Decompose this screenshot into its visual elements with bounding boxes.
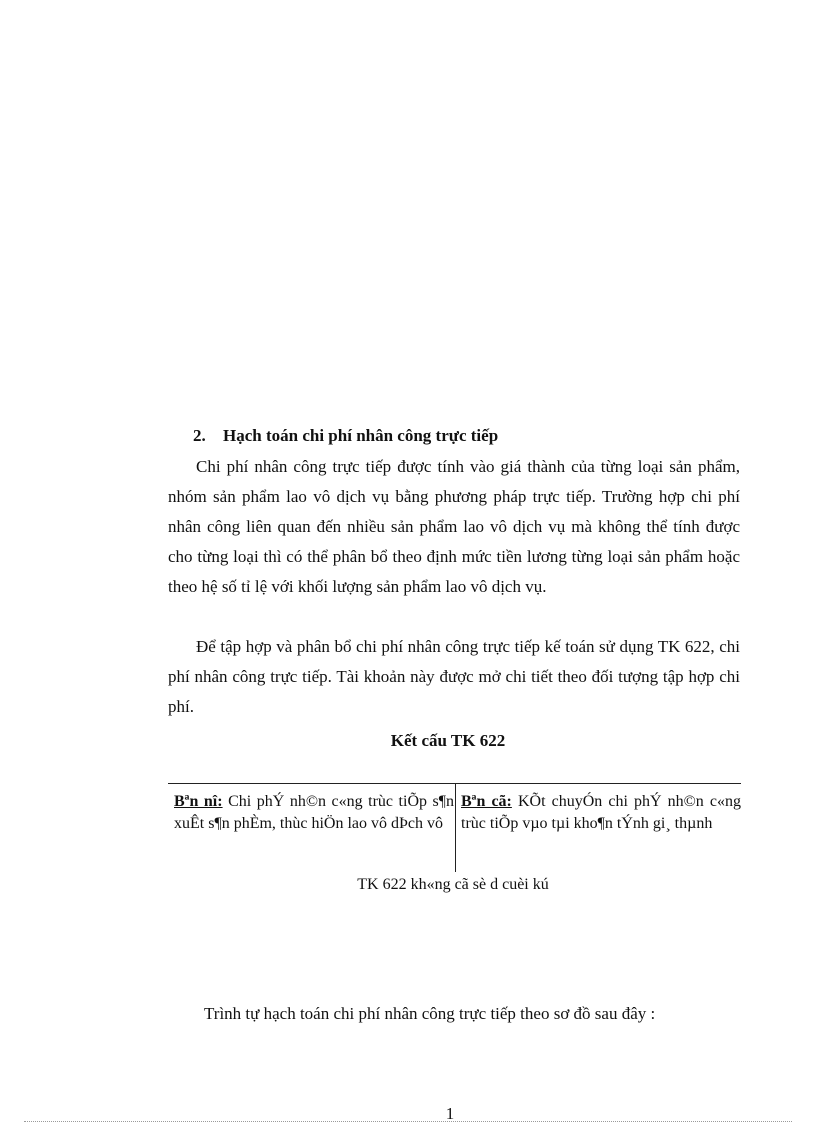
structure-title: Kết cấu TK 622 — [390, 731, 506, 750]
debit-label: Bªn nî: — [174, 793, 223, 810]
sequence-line: Trình tự hạch toán chi phí nhân công trực tiếp theo sơ đồ sau đây : — [204, 1004, 656, 1023]
credit-text: KÕt chuyÓn chi phÝ nh©n c«ng trùc tiÕp vµo tµi kho¶n tÝnh gi¸ thµnh — [461, 793, 741, 832]
paragraph-1-text: Chi phí nhân công trực tiếp được tính vào giá thành của từng loại sản phẩm, nhóm sản phẩm lao vô dịch vụ bằng phương pháp trực tiếp. Trường hợp chi phí nhân công liên quan đến nhiều sản phẩm lao vô dịch vụ mà không thể tính được cho từng loại thì có thể phân bổ theo định mức tiền lương từng loại sản phẩm hoặc theo hệ số tỉ lệ với khối lượng sản phẩm lao vô dịch vụ. — [168, 457, 740, 596]
section-number: 2. — [193, 426, 206, 445]
paragraph-2-text: Để tập hợp và phân bổ chi phí nhân công trực tiếp kế toán sử dụng TK 622, chi phí nhân công trực tiếp. Tài khoản này được mở chi tiết theo đối tượng tập hợp chi phí. — [168, 637, 740, 716]
account-structure-table — [168, 783, 741, 872]
closing-balance-note: TK 622 kh«ng cã sè d cuèi kú — [357, 876, 549, 893]
credit-label: Bªn cã: — [461, 793, 512, 810]
debit-text: Chi phÝ nh©n c«ng trùc tiÕp s¶n xuÊt s¶n phÈm, thùc hiÖn lao vô dÞch vô — [174, 793, 454, 832]
page-number: 1 — [445, 1104, 455, 1123]
credit-side-cell — [461, 791, 741, 835]
paragraph-1 — [168, 452, 740, 602]
table-divider — [455, 784, 456, 872]
paragraph-2 — [168, 632, 740, 722]
footer-rule — [24, 1121, 792, 1122]
section-title: Hạch toán chi phí nhân công trực tiếp — [223, 426, 499, 445]
debit-side-cell — [174, 791, 454, 835]
section-heading — [193, 426, 498, 446]
